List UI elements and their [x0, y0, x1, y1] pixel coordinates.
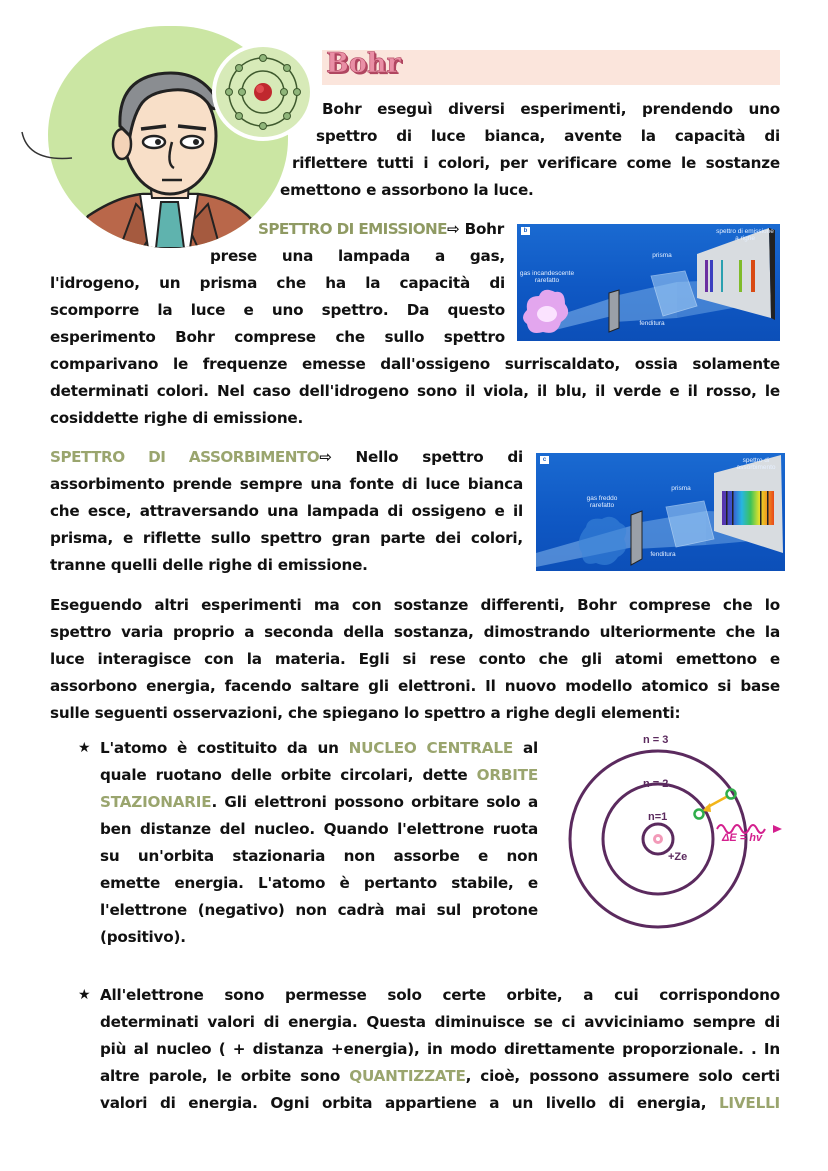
absorption-line: tranne quelli delle righe di emissione. — [50, 556, 368, 574]
figure-tag: b — [521, 227, 530, 235]
arrow-right-icon: ⇨ — [446, 220, 460, 238]
figure-tag: c — [540, 456, 549, 464]
slit-label: fenditura — [650, 551, 676, 558]
experiments-line: spettro varia proprio a seconda della sostanza, dimostrando ulteriormente che la — [50, 623, 780, 641]
absorption-spectrum-figure — [536, 453, 785, 571]
bohr-atom-diagram — [560, 733, 800, 933]
absorption-line: prisma, e riflette sullo spettro gran parte dei colori, — [50, 529, 523, 547]
bullet-line: su un'orbita stazionaria non assorbe e non — [100, 847, 538, 865]
intro-paragraph — [272, 96, 780, 204]
experiments-line: Eseguendo altri esperimenti ma con sostanze differenti, Bohr comprese che lo — [50, 596, 780, 614]
bullet-line: STAZIONARIE. Gli elettroni possono orbitare solo a — [100, 793, 538, 811]
bullet-line: ben distanze del nucleo. Quando l'elettrone ruota — [100, 820, 538, 838]
bullet-line: valori di energia. Ogni orbita appartiene a un livello di energia, LIVELLI — [100, 1094, 781, 1112]
intro-line: emettono e assorbono la luce. — [280, 181, 534, 199]
bullet-line: emette energia. L'atomo è pertanto stabile, e — [100, 874, 538, 892]
screen-label: spettro di assorbimento — [736, 457, 776, 471]
intro-line: spettro di luce bianca, avente la capacità di — [316, 127, 780, 145]
emission-line: esperimento Bohr comprese che sullo spettro — [50, 328, 505, 346]
absorption-heading: SPETTRO DI ASSORBIMENTO — [50, 448, 320, 466]
bohr-orbits-icon — [560, 733, 800, 933]
page-title: Bohr — [326, 48, 401, 79]
emission-line: determinati colori. Nel caso dell'idrogeno sono il viola, il blu, il verde e il rosso, le — [50, 382, 780, 400]
emission-spectrum-figure — [517, 224, 780, 341]
arrow-right-icon: ⇨ — [319, 448, 332, 466]
prism-label: prisma — [652, 252, 672, 259]
emission-heading-line: SPETTRO DI EMISSIONE⇨ Bohr — [258, 220, 505, 238]
bullet-line: L'atomo è costituito da un NUCLEO CENTRALE al — [100, 739, 538, 757]
intro-line: riflettere tutti i colori, per verificare come le sostanze — [292, 154, 780, 172]
absorption-line: assorbimento prende sempre una fonte di luce bianca — [50, 475, 523, 493]
bullet-line: (positivo). — [100, 928, 186, 946]
bullet-line: determinati valori di energia. Questa diminuisce se ci avviciniamo sempre di — [100, 1013, 780, 1031]
screen-label: spettro di emissione a righe — [716, 228, 774, 242]
orbit-label-n2: n = 2 — [643, 778, 669, 790]
star-bullet-icon: ★ — [78, 740, 91, 756]
bullet-line: più al nucleo ( + distanza +energia), in modo direttamente proporzionale. . In — [100, 1040, 780, 1058]
energy-equation-label: ΔE = hv — [722, 832, 763, 844]
experiments-paragraph — [50, 592, 780, 727]
experiments-line: sulle seguenti osservazioni, che spiegano lo spettro a righe degli elementi: — [50, 704, 681, 722]
emission-line: scomporre la luce e uno spettro. Da questo — [50, 301, 505, 319]
emission-line: cosiddette righe di emissione. — [50, 409, 304, 427]
slit-label: fenditura — [639, 320, 665, 327]
bullet-item — [78, 735, 538, 951]
bullet-item — [78, 982, 780, 1117]
star-bullet-icon: ★ — [78, 987, 91, 1003]
bullet-line: altre parole, le orbite sono QUANTIZZATE, cioè, possono assumere solo certi — [100, 1067, 781, 1085]
bullet-line: All'elettrone sono permesse solo certe orbite, a cui corrispondono — [100, 986, 780, 1004]
experiments-line: assorbono energia, facendo saltare gli elettroni. Il nuovo modello atomico si base — [50, 677, 780, 695]
highlight-term: QUANTIZZATE — [349, 1067, 466, 1085]
absorption-section — [50, 444, 523, 579]
decorative-arc-icon — [20, 128, 80, 168]
orbit-label-n1: n=1 — [648, 811, 668, 823]
highlight-term: LIVELLI — [718, 1094, 781, 1112]
source-label: gas incandescente rarefatto — [519, 270, 575, 284]
nucleus-charge-label: +Ze — [668, 851, 688, 863]
emission-line: l'idrogeno, un prisma che ha la capacità di — [50, 274, 505, 292]
intro-line: Bohr eseguì diversi esperimenti, prendendo uno — [322, 100, 780, 118]
absorption-heading-line: SPETTRO DI ASSORBIMENTO⇨ Nello spettro di — [50, 448, 523, 466]
highlight-term: ORBITE — [476, 766, 538, 784]
emission-heading: SPETTRO DI EMISSIONE — [258, 220, 447, 238]
highlight-term: STAZIONARIE — [100, 793, 212, 811]
prism-label: prisma — [671, 485, 691, 492]
absorption-line: che esce, attraversando una lampada di ossigeno e il — [50, 502, 523, 520]
source-label: gas freddo rarefatto — [586, 495, 618, 509]
emission-line: comparivano le frequenze emesse dall'ossigeno surriscaldato, ossia solamente — [50, 355, 780, 373]
orbit-label-n3: n = 3 — [643, 734, 669, 746]
bullet-line: l'elettrone (negativo) non cadrà mai sul protone — [100, 901, 538, 919]
emission-line: prese una lampada a gas, — [210, 247, 505, 265]
bullet-line: quale ruotano delle orbite circolari, dette ORBITE — [100, 766, 538, 784]
highlight-term: NUCLEO CENTRALE — [348, 739, 514, 757]
title-bar — [322, 50, 780, 85]
experiments-line: luce interagisce con la materia. Egli si rese conto che gli atomi emettono e — [50, 650, 780, 668]
